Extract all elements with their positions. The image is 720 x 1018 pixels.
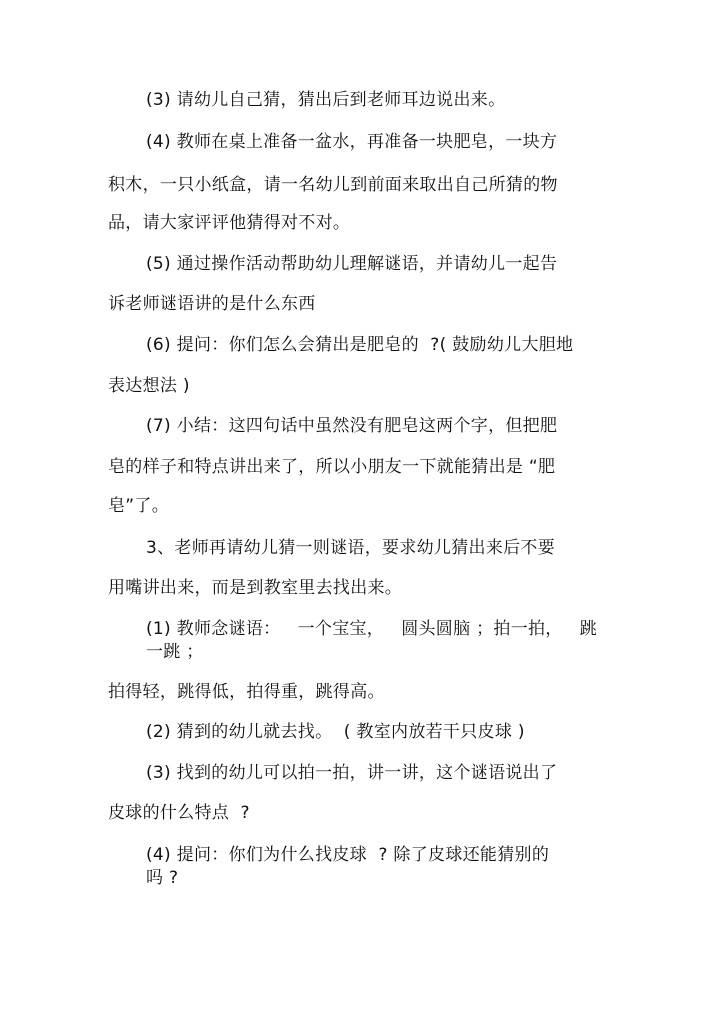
text-line: 积木，一只小纸盒，请一名幼儿到前面来取出自己所猜的物	[108, 175, 558, 195]
text-line: 一跳 ；	[146, 642, 204, 662]
text-line: 3、老师再请幼儿猜一则谜语，要求幼儿猜出来后不要	[146, 538, 556, 558]
text-line: 皂的样子和特点讲出来了，所以小朋友一下就能猜出是 “肥	[108, 457, 556, 477]
text-line: (4) 提问：你们为什么找皮球 ? 除了皮球还能猜别的	[146, 845, 550, 865]
text-line: 用嘴讲出来，而是到教室里去找出来。	[108, 578, 403, 598]
text-line: 表达想法 )	[108, 376, 190, 396]
text-line: (2) 猜到的幼儿就去找。 ( 教室内放若干只皮球 )	[146, 722, 525, 742]
text-line: (5) 通过操作活动帮助幼儿理解谜语，并请幼儿一起告	[146, 254, 558, 274]
text-line: 拍得轻，跳得低，拍得重，跳得高。	[108, 682, 385, 702]
text-line: (7) 小结：这四句话中虽然没有肥皂这两个字，但把肥	[146, 416, 558, 436]
text-line: (4) 教师在桌上准备一盆水，再准备一块肥皂，一块方	[146, 132, 558, 152]
text-line: (3) 找到的幼儿可以拍一拍，讲一讲，这个谜语说出了	[146, 763, 558, 783]
text-line: (3) 请幼儿自己猜，猜出后到老师耳边说出来。	[146, 90, 506, 110]
text-line: 品，请大家评评他猜得对不对。	[108, 213, 351, 233]
text-line: 吗 ?	[146, 868, 179, 888]
text-line: 诉老师谜语讲的是什么东西	[108, 294, 316, 314]
text-line: (1) 教师念谜语： 一个宝宝， 圆头圆脑 ；拍一拍， 跳	[146, 619, 598, 639]
text-line: (6) 提问：你们怎么会猜出是肥皂的 ?( 鼓励幼儿大胆地	[146, 335, 574, 355]
text-line: 皮球的什么特点 ?	[108, 803, 250, 823]
text-line: 皂”了。	[108, 496, 170, 516]
